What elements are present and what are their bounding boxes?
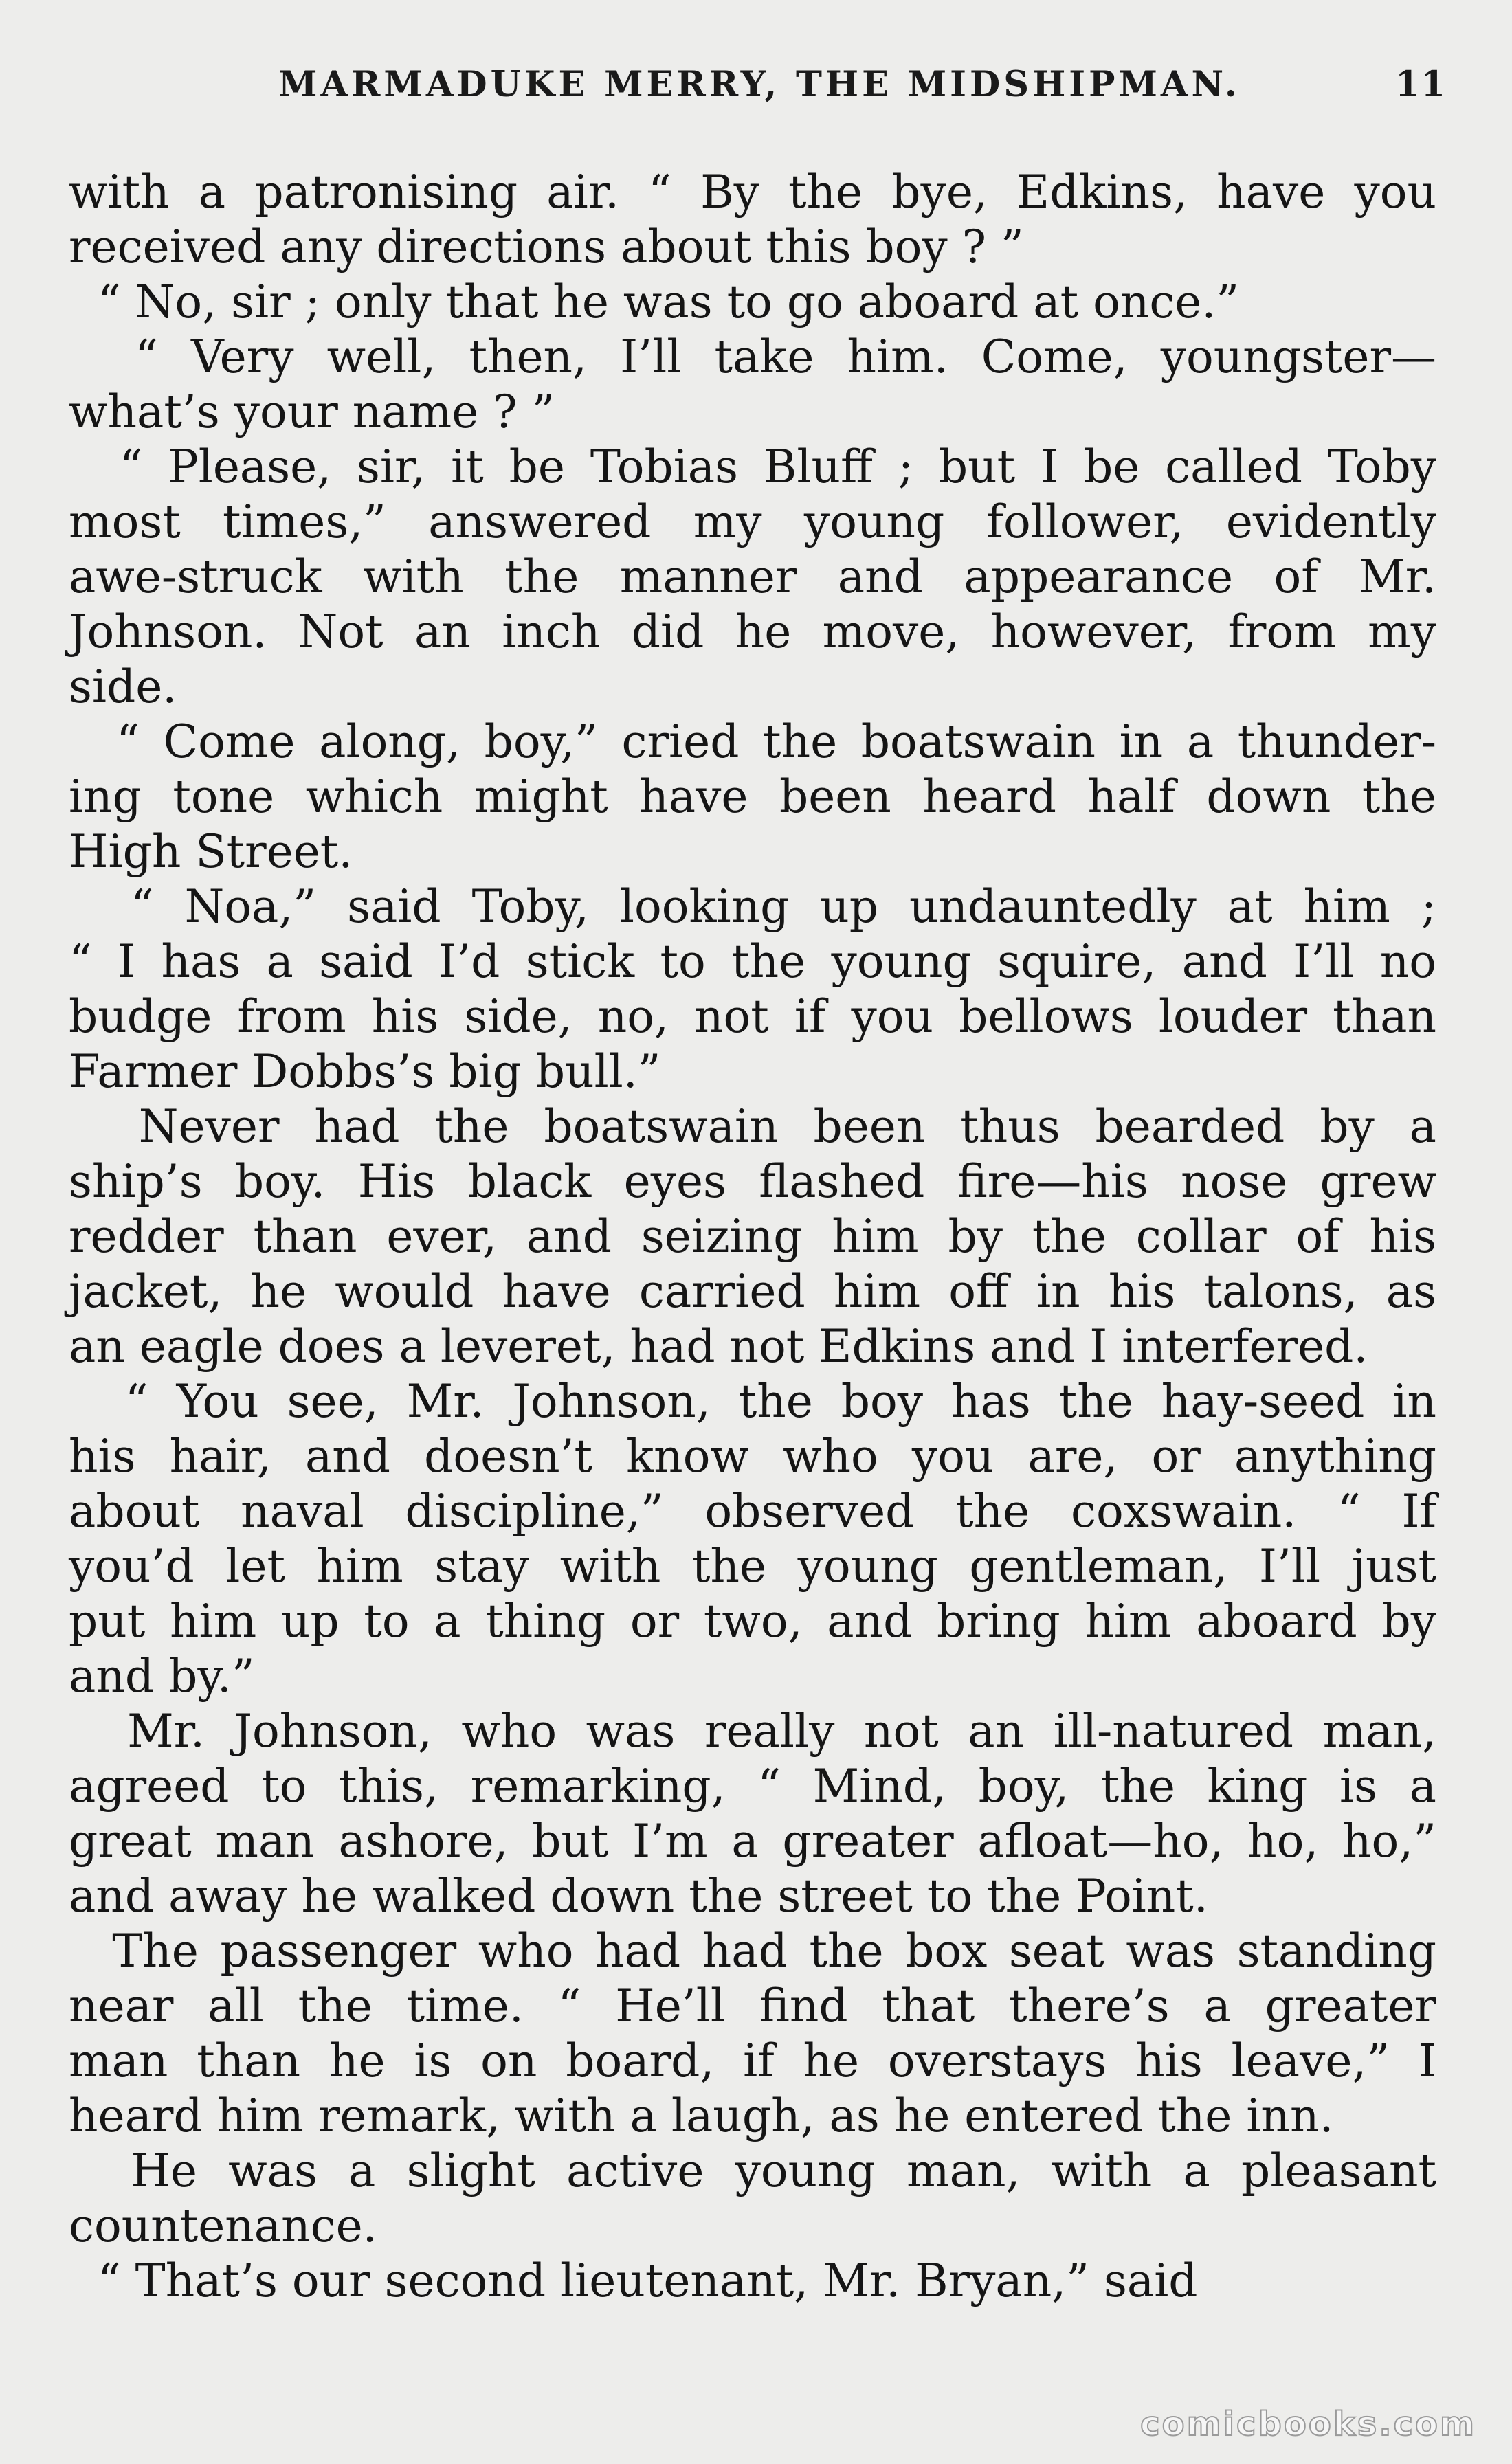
text-line: “ I has a said I’d stick to the young squire, and I’ll no [69,935,1436,988]
text-line: received any directions about this boy ? ” [69,221,1024,273]
text-line: and away he walked down the street to the Point. [69,1870,1208,1923]
text-line: jacket, he would have carried him off in his talons, as [69,1265,1436,1318]
text-line: most times,” answered my young follower, evidently [69,495,1436,548]
text-line: about naval discipline,” observed the coxswain. “ If [69,1485,1436,1538]
text-line: “ You see, Mr. Johnson, the boy has the hay-seed in [69,1375,1436,1428]
watermark: comicbooks.com [1140,2405,1476,2443]
text-line: “ No, sir ; only that he was to go aboard at once.” [69,276,1240,328]
text-line: High Street. [69,825,353,878]
text-line: what’s your name ? ” [69,385,555,438]
text-line: “ Very well, then, I’ll take him. Come, youngster— [69,331,1436,383]
text-line: put him up to a thing or two, and bring him aboard by [69,1595,1436,1648]
text-line: side. [69,660,177,713]
text-line: near all the time. “ He’ll find that there’s a greater [69,1980,1436,2032]
text-line: you’d let him stay with the young gentleman, I’ll just [69,1540,1436,1593]
text-line: The passenger who had had the box seat was standing [69,1925,1436,1978]
text-line: He was a slight active young man, with a pleasant [69,2144,1436,2197]
text-line: and by.” [69,1650,255,1703]
text-line: countenance. [69,2199,377,2252]
text-line: his hair, and doesn’t know who you are, or anything [69,1430,1436,1483]
running-header [278,60,1447,109]
text-line: an eagle does a leveret, had not Edkins and I interfered. [69,1320,1368,1373]
text-line: ship’s boy. His black eyes flashed fire—his nose grew [69,1155,1436,1208]
text-line: budge from his side, no, not if you bellows louder than [69,990,1436,1043]
page-number: 11 [1395,64,1447,105]
text-line: great man ashore, but I’m a greater afloat—ho, ho, ho,” [69,1815,1436,1868]
text-line: ing tone which might have been heard half down the [69,770,1436,823]
text-line: Farmer Dobbs’s big bull.” [69,1045,661,1098]
body-text [69,165,1436,2309]
text-line: “ That’s our second lieutenant, Mr. Bryan,” said [69,2254,1198,2307]
text-line: “ Noa,” said Toby, looking up undauntedly at him ; [69,880,1436,933]
text-line: “ Please, sir, it be Tobias Bluff ; but I be called Toby [69,440,1436,493]
text-line: man than he is on board, if he overstays his leave,” I [69,2035,1436,2087]
text-line: Never had the boatswain been thus bearded by a [69,1100,1436,1153]
text-line: Mr. Johnson, who was really not an ill-natured man, [69,1705,1436,1758]
text-line: redder than ever, and seizing him by the collar of his [69,1210,1436,1263]
text-line: Johnson. Not an inch did he move, however, from my [69,605,1436,658]
text-line: agreed to this, remarking, “ Mind, boy, the king is a [69,1760,1436,1813]
running-title: MARMADUKE MERRY, THE MIDSHIPMAN. [278,64,1241,105]
text-line: heard him remark, with a laugh, as he entered the inn. [69,2090,1334,2142]
text-line: “ Come along, boy,” cried the boatswain in a thunder- [69,715,1436,768]
text-line: with a patronising air. “ By the bye, Edkins, have you [69,166,1436,219]
text-line: awe-struck with the manner and appearance of Mr. [69,550,1436,603]
